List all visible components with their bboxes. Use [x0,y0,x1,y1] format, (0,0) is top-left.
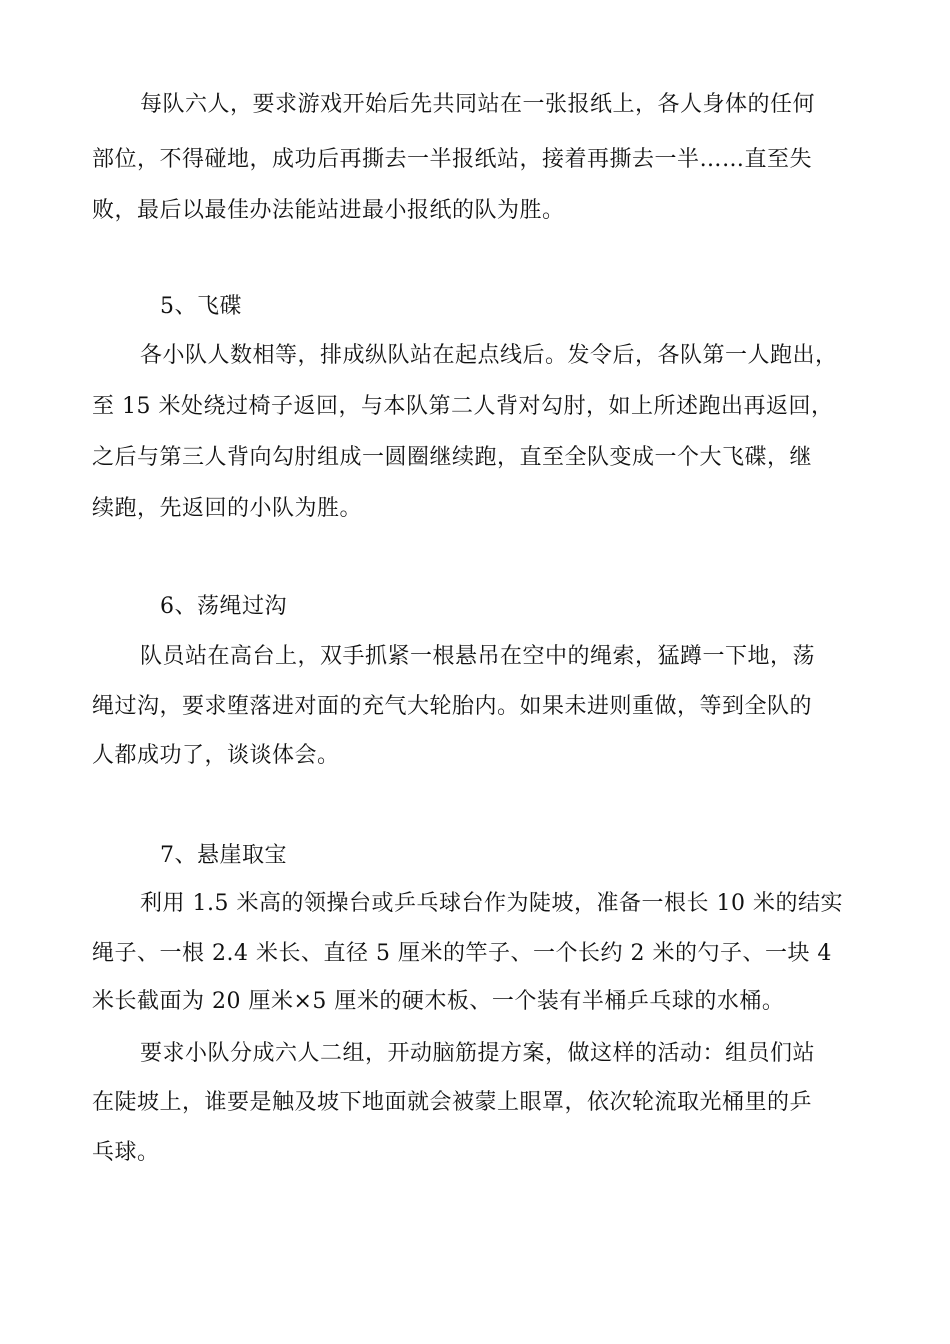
section-6-heading: 6、荡绳过沟 [160,594,287,619]
section-5-line-2: 至 15 米处绕过椅子返回，与本队第二人背对勾肘，如上所述跑出再返回， [92,394,834,419]
section-7-p2-line-3: 乓球。 [92,1140,160,1165]
section-6-line-1: 队员站在高台上，双手抓紧一根悬吊在空中的绳索，猛蹲一下地，荡 [140,644,816,669]
section-7-line-2: 绳子、一根 2.4 米长、直径 5 厘米的竿子、一个长约 2 米的勺子、一块 4 [92,941,832,966]
section-5-line-3: 之后与第三人背向勾肘组成一圆圈继续跑，直至全队变成一个大飞碟，继 [92,445,813,470]
section-5-heading: 5、飞碟 [160,294,242,319]
section-7-p2-line-1: 要求小队分成六人二组，开动脑筋提方案，做这样的活动：组员们站 [140,1041,816,1066]
intro-line-2: 部位，不得碰地，成功后再撕去一半报纸站，接着再撕去一半……直至失 [92,147,813,172]
section-5-line-1: 各小队人数相等，排成纵队站在起点线后。发令后，各队第一人跑出， [140,343,838,368]
section-6-line-2: 绳过沟，要求堕落进对面的充气大轮胎内。如果未进则重做，等到全队的 [92,694,813,719]
intro-line-1: 每队六人，要求游戏开始后先共同站在一张报纸上，各人身体的任何 [140,92,816,117]
section-7-line-3: 米长截面为 20 厘米×5 厘米的硬木板、一个装有半桶乒乓球的水桶。 [92,989,785,1014]
section-5-line-4: 续跑，先返回的小队为胜。 [92,496,363,521]
section-7-p2-line-2: 在陡坡上，谁要是触及坡下地面就会被蒙上眼罩，依次轮流取光桶里的乒 [92,1090,813,1115]
section-7-line-1: 利用 1.5 米高的领操台或乒乓球台作为陡坡，准备一根长 10 米的结实 [140,891,843,916]
section-6-line-3: 人都成功了，谈谈体会。 [92,743,340,768]
section-7-heading: 7、悬崖取宝 [160,843,287,868]
intro-line-3: 败，最后以最佳办法能站进最小报纸的队为胜。 [92,198,565,223]
